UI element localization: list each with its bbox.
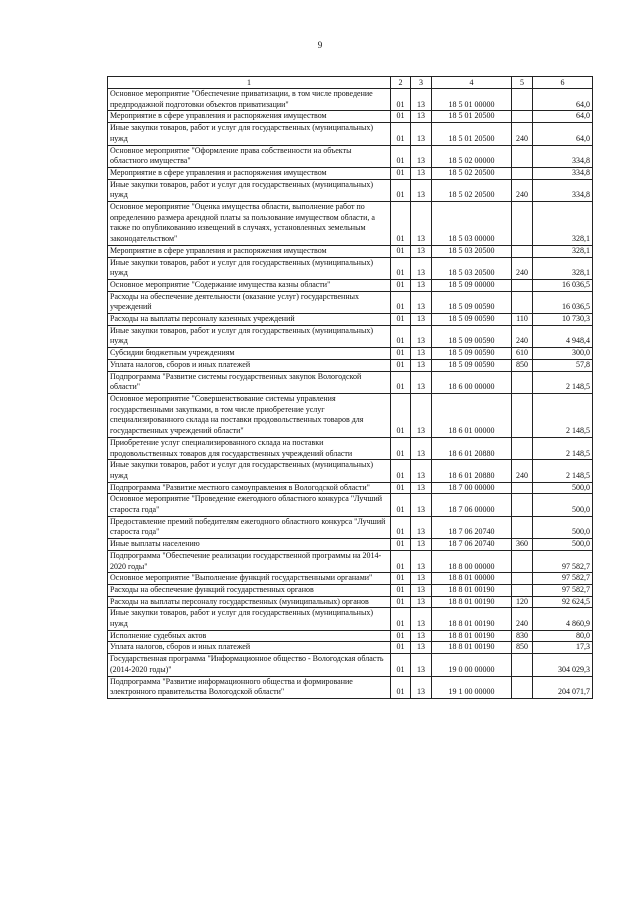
subsection-cell: 13 <box>411 325 432 347</box>
target-code-cell: 18 5 09 00590 <box>432 325 512 347</box>
table-row <box>108 257 593 279</box>
expense-type-cell <box>512 167 533 179</box>
amount-cell: 300,0 <box>533 348 593 360</box>
row-name-cell: Субсидии бюджетным учреждениям <box>108 348 391 360</box>
table-row <box>108 654 593 676</box>
row-name-cell: Основное мероприятие "Выполнение функций государственными органами" <box>108 573 391 585</box>
table-header-row <box>108 77 593 89</box>
section-cell: 01 <box>391 167 411 179</box>
expense-type-cell: 240 <box>512 325 533 347</box>
amount-cell: 334,8 <box>533 179 593 201</box>
expense-type-cell <box>512 494 533 516</box>
row-name-cell: Основное мероприятие "Проведение ежегодного областного конкурса "Лучший староста года" <box>108 494 391 516</box>
expense-type-cell: 850 <box>512 359 533 371</box>
subsection-cell: 13 <box>411 539 432 551</box>
expense-type-cell <box>512 245 533 257</box>
section-cell: 01 <box>391 279 411 291</box>
expense-type-cell: 120 <box>512 596 533 608</box>
target-code-cell: 18 6 00 00000 <box>432 371 512 393</box>
row-name-cell: Государственная программа "Информационное общество - Вологодская область (2014-2020 годы)" <box>108 654 391 676</box>
expense-type-cell <box>512 654 533 676</box>
amount-cell: 204 071,7 <box>533 676 593 698</box>
expense-type-cell <box>512 437 533 459</box>
expense-type-cell: 110 <box>512 314 533 326</box>
section-cell: 01 <box>391 111 411 123</box>
subsection-cell: 13 <box>411 630 432 642</box>
amount-cell: 500,0 <box>533 482 593 494</box>
target-code-cell: 18 7 06 20740 <box>432 539 512 551</box>
amount-cell: 97 582,7 <box>533 573 593 585</box>
amount-cell: 2 148,5 <box>533 393 593 437</box>
amount-cell: 80,0 <box>533 630 593 642</box>
section-cell: 01 <box>391 539 411 551</box>
target-code-cell: 18 5 09 00000 <box>432 279 512 291</box>
expense-type-cell <box>512 516 533 538</box>
table-row <box>108 584 593 596</box>
amount-cell: 97 582,7 <box>533 550 593 572</box>
section-cell: 01 <box>391 608 411 630</box>
table-row <box>108 393 593 437</box>
expense-type-cell: 850 <box>512 642 533 654</box>
subsection-cell: 13 <box>411 257 432 279</box>
table-row <box>108 314 593 326</box>
column-header: 1 <box>108 77 391 89</box>
table-row <box>108 359 593 371</box>
amount-cell: 57,8 <box>533 359 593 371</box>
row-name-cell: Приобретение услуг специализированного склада на поставки продовольственных товаров для государственных учреждений области <box>108 437 391 459</box>
amount-cell: 334,8 <box>533 145 593 167</box>
expense-type-cell <box>512 111 533 123</box>
subsection-cell: 13 <box>411 359 432 371</box>
target-code-cell: 18 6 01 20880 <box>432 460 512 482</box>
row-name-cell: Иные закупки товаров, работ и услуг для государственных (муниципальных) нужд <box>108 179 391 201</box>
table-row <box>108 202 593 246</box>
expense-type-cell: 240 <box>512 257 533 279</box>
subsection-cell: 13 <box>411 437 432 459</box>
expense-type-cell <box>512 482 533 494</box>
target-code-cell: 18 5 02 20500 <box>432 167 512 179</box>
expense-type-cell: 240 <box>512 123 533 145</box>
section-cell: 01 <box>391 550 411 572</box>
table-row <box>108 89 593 111</box>
subsection-cell: 13 <box>411 596 432 608</box>
table-row <box>108 596 593 608</box>
expense-type-cell: 360 <box>512 539 533 551</box>
section-cell: 01 <box>391 291 411 313</box>
subsection-cell: 13 <box>411 676 432 698</box>
column-header: 5 <box>512 77 533 89</box>
target-code-cell: 18 8 00 00000 <box>432 550 512 572</box>
row-name-cell: Иные закупки товаров, работ и услуг для государственных (муниципальных) нужд <box>108 123 391 145</box>
section-cell: 01 <box>391 494 411 516</box>
expense-type-cell <box>512 202 533 246</box>
subsection-cell: 13 <box>411 245 432 257</box>
row-name-cell: Основное мероприятие "Обеспечение приватизации, в том числе проведение предпродажной подготовки объектов приватизации" <box>108 89 391 111</box>
subsection-cell: 13 <box>411 654 432 676</box>
amount-cell: 2 148,5 <box>533 437 593 459</box>
row-name-cell: Основное мероприятие "Оценка имущества области, выполнение работ по определению размера арендной платы за пользование имуществом области, а также по опубликованию извещений в случаях, установленных земельным законодательством" <box>108 202 391 246</box>
target-code-cell: 18 5 09 00590 <box>432 359 512 371</box>
target-code-cell: 19 0 00 00000 <box>432 654 512 676</box>
subsection-cell: 13 <box>411 279 432 291</box>
table-row <box>108 573 593 585</box>
row-name-cell: Мероприятие в сфере управления и распоряжения имуществом <box>108 167 391 179</box>
table-row <box>108 245 593 257</box>
table-row <box>108 145 593 167</box>
subsection-cell: 13 <box>411 179 432 201</box>
target-code-cell: 18 8 01 00190 <box>432 608 512 630</box>
target-code-cell: 18 8 01 00000 <box>432 573 512 585</box>
amount-cell: 64,0 <box>533 89 593 111</box>
section-cell: 01 <box>391 348 411 360</box>
subsection-cell: 13 <box>411 608 432 630</box>
section-cell: 01 <box>391 123 411 145</box>
section-cell: 01 <box>391 325 411 347</box>
row-name-cell: Иные закупки товаров, работ и услуг для государственных (муниципальных) нужд <box>108 325 391 347</box>
table-row <box>108 279 593 291</box>
expense-type-cell: 610 <box>512 348 533 360</box>
amount-cell: 92 624,5 <box>533 596 593 608</box>
target-code-cell: 18 5 09 00590 <box>432 291 512 313</box>
column-header: 2 <box>391 77 411 89</box>
expense-type-cell <box>512 279 533 291</box>
table-row <box>108 494 593 516</box>
expense-type-cell <box>512 584 533 596</box>
row-name-cell: Подпрограмма "Развитие информационного общества и формирование электронного правительства Вологодской области" <box>108 676 391 698</box>
expense-type-cell: 240 <box>512 179 533 201</box>
subsection-cell: 13 <box>411 89 432 111</box>
row-name-cell: Уплата налогов, сборов и иных платежей <box>108 642 391 654</box>
subsection-cell: 13 <box>411 642 432 654</box>
amount-cell: 334,8 <box>533 167 593 179</box>
target-code-cell: 18 7 06 00000 <box>432 494 512 516</box>
row-name-cell: Уплата налогов, сборов и иных платежей <box>108 359 391 371</box>
subsection-cell: 13 <box>411 167 432 179</box>
subsection-cell: 13 <box>411 573 432 585</box>
target-code-cell: 18 8 01 00190 <box>432 642 512 654</box>
section-cell: 01 <box>391 630 411 642</box>
amount-cell: 304 029,3 <box>533 654 593 676</box>
amount-cell: 500,0 <box>533 539 593 551</box>
amount-cell: 4 948,4 <box>533 325 593 347</box>
section-cell: 01 <box>391 202 411 246</box>
target-code-cell: 19 1 00 00000 <box>432 676 512 698</box>
section-cell: 01 <box>391 359 411 371</box>
subsection-cell: 13 <box>411 145 432 167</box>
table-row <box>108 608 593 630</box>
expense-type-cell: 240 <box>512 608 533 630</box>
section-cell: 01 <box>391 516 411 538</box>
expense-type-cell <box>512 89 533 111</box>
target-code-cell: 18 8 01 00190 <box>432 630 512 642</box>
subsection-cell: 13 <box>411 123 432 145</box>
row-name-cell: Предоставление премий победителям ежегодного областного конкурса "Лучший староста года" <box>108 516 391 538</box>
table-row <box>108 179 593 201</box>
amount-cell: 64,0 <box>533 123 593 145</box>
target-code-cell: 18 7 06 20740 <box>432 516 512 538</box>
row-name-cell: Основное мероприятие "Совершенствование системы управления государственными закупками, в том числе приобретение услуг специализированного склада на поставки продовольственных товаров для государственных учреждений области" <box>108 393 391 437</box>
row-name-cell: Подпрограмма "Развитие системы государственных закупок Вологодской области" <box>108 371 391 393</box>
row-name-cell: Мероприятие в сфере управления и распоряжения имуществом <box>108 111 391 123</box>
row-name-cell: Основное мероприятие "Оформление права собственности на объекты областного имущества" <box>108 145 391 167</box>
section-cell: 01 <box>391 314 411 326</box>
expense-type-cell <box>512 145 533 167</box>
target-code-cell: 18 5 02 20500 <box>432 179 512 201</box>
section-cell: 01 <box>391 371 411 393</box>
section-cell: 01 <box>391 642 411 654</box>
target-code-cell: 18 5 01 20500 <box>432 123 512 145</box>
section-cell: 01 <box>391 245 411 257</box>
section-cell: 01 <box>391 89 411 111</box>
amount-cell: 328,1 <box>533 257 593 279</box>
row-name-cell: Основное мероприятие "Содержание имущества казны области" <box>108 279 391 291</box>
row-name-cell: Расходы на обеспечение деятельности (оказание услуг) государственных учреждений <box>108 291 391 313</box>
row-name-cell: Иные выплаты населению <box>108 539 391 551</box>
table-row <box>108 642 593 654</box>
amount-cell: 500,0 <box>533 516 593 538</box>
target-code-cell: 18 5 09 00590 <box>432 348 512 360</box>
expense-type-cell <box>512 550 533 572</box>
expense-type-cell <box>512 676 533 698</box>
section-cell: 01 <box>391 573 411 585</box>
table-row <box>108 325 593 347</box>
section-cell: 01 <box>391 393 411 437</box>
subsection-cell: 13 <box>411 371 432 393</box>
subsection-cell: 13 <box>411 393 432 437</box>
section-cell: 01 <box>391 437 411 459</box>
section-cell: 01 <box>391 179 411 201</box>
section-cell: 01 <box>391 676 411 698</box>
row-name-cell: Исполнение судебных актов <box>108 630 391 642</box>
section-cell: 01 <box>391 596 411 608</box>
table-row <box>108 291 593 313</box>
row-name-cell: Подпрограмма "Развитие местного самоуправления в Вологодской области" <box>108 482 391 494</box>
expense-type-cell <box>512 393 533 437</box>
table-row <box>108 539 593 551</box>
section-cell: 01 <box>391 654 411 676</box>
target-code-cell: 18 5 03 20500 <box>432 257 512 279</box>
target-code-cell: 18 8 01 00190 <box>432 584 512 596</box>
target-code-cell: 18 5 02 00000 <box>432 145 512 167</box>
subsection-cell: 13 <box>411 550 432 572</box>
amount-cell: 16 036,5 <box>533 279 593 291</box>
row-name-cell: Иные закупки товаров, работ и услуг для государственных (муниципальных) нужд <box>108 608 391 630</box>
table-row <box>108 167 593 179</box>
section-cell: 01 <box>391 257 411 279</box>
row-name-cell: Иные закупки товаров, работ и услуг для государственных (муниципальных) нужд <box>108 257 391 279</box>
expense-type-cell <box>512 291 533 313</box>
table-row <box>108 482 593 494</box>
target-code-cell: 18 7 00 00000 <box>432 482 512 494</box>
table-row <box>108 516 593 538</box>
row-name-cell: Расходы на выплаты персоналу государственных (муниципальных) органов <box>108 596 391 608</box>
amount-cell: 2 148,5 <box>533 460 593 482</box>
subsection-cell: 13 <box>411 460 432 482</box>
subsection-cell: 13 <box>411 494 432 516</box>
expense-type-cell <box>512 573 533 585</box>
row-name-cell: Мероприятие в сфере управления и распоряжения имуществом <box>108 245 391 257</box>
amount-cell: 328,1 <box>533 245 593 257</box>
table-row <box>108 676 593 698</box>
amount-cell: 328,1 <box>533 202 593 246</box>
target-code-cell: 18 5 03 00000 <box>432 202 512 246</box>
row-name-cell: Расходы на обеспечение функций государственных органов <box>108 584 391 596</box>
budget-table <box>107 76 593 699</box>
expense-type-cell: 240 <box>512 460 533 482</box>
target-code-cell: 18 5 03 20500 <box>432 245 512 257</box>
column-header: 6 <box>533 77 593 89</box>
section-cell: 01 <box>391 584 411 596</box>
target-code-cell: 18 5 01 20500 <box>432 111 512 123</box>
subsection-cell: 13 <box>411 291 432 313</box>
expense-type-cell <box>512 371 533 393</box>
subsection-cell: 13 <box>411 584 432 596</box>
page-number: 9 <box>317 40 323 50</box>
section-cell: 01 <box>391 145 411 167</box>
row-name-cell: Иные закупки товаров, работ и услуг для государственных (муниципальных) нужд <box>108 460 391 482</box>
target-code-cell: 18 5 01 00000 <box>432 89 512 111</box>
target-code-cell: 18 8 01 00190 <box>432 596 512 608</box>
target-code-cell: 18 6 01 00000 <box>432 393 512 437</box>
subsection-cell: 13 <box>411 348 432 360</box>
subsection-cell: 13 <box>411 516 432 538</box>
amount-cell: 4 860,9 <box>533 608 593 630</box>
subsection-cell: 13 <box>411 482 432 494</box>
section-cell: 01 <box>391 482 411 494</box>
amount-cell: 17,3 <box>533 642 593 654</box>
target-code-cell: 18 6 01 20880 <box>432 437 512 459</box>
table-row <box>108 437 593 459</box>
column-header: 3 <box>411 77 432 89</box>
table-row <box>108 111 593 123</box>
amount-cell: 500,0 <box>533 494 593 516</box>
table-row <box>108 460 593 482</box>
table-row <box>108 123 593 145</box>
table-row <box>108 371 593 393</box>
subsection-cell: 13 <box>411 314 432 326</box>
subsection-cell: 13 <box>411 202 432 246</box>
amount-cell: 64,0 <box>533 111 593 123</box>
row-name-cell: Подпрограмма "Обеспечение реализации государственной программы на 2014-2020 годы" <box>108 550 391 572</box>
amount-cell: 2 148,5 <box>533 371 593 393</box>
table-row <box>108 348 593 360</box>
expense-type-cell: 830 <box>512 630 533 642</box>
amount-cell: 97 582,7 <box>533 584 593 596</box>
row-name-cell: Расходы на выплаты персоналу казенных учреждений <box>108 314 391 326</box>
subsection-cell: 13 <box>411 111 432 123</box>
table-row <box>108 550 593 572</box>
column-header: 4 <box>432 77 512 89</box>
target-code-cell: 18 5 09 00590 <box>432 314 512 326</box>
amount-cell: 10 730,3 <box>533 314 593 326</box>
table-row <box>108 630 593 642</box>
section-cell: 01 <box>391 460 411 482</box>
amount-cell: 16 036,5 <box>533 291 593 313</box>
